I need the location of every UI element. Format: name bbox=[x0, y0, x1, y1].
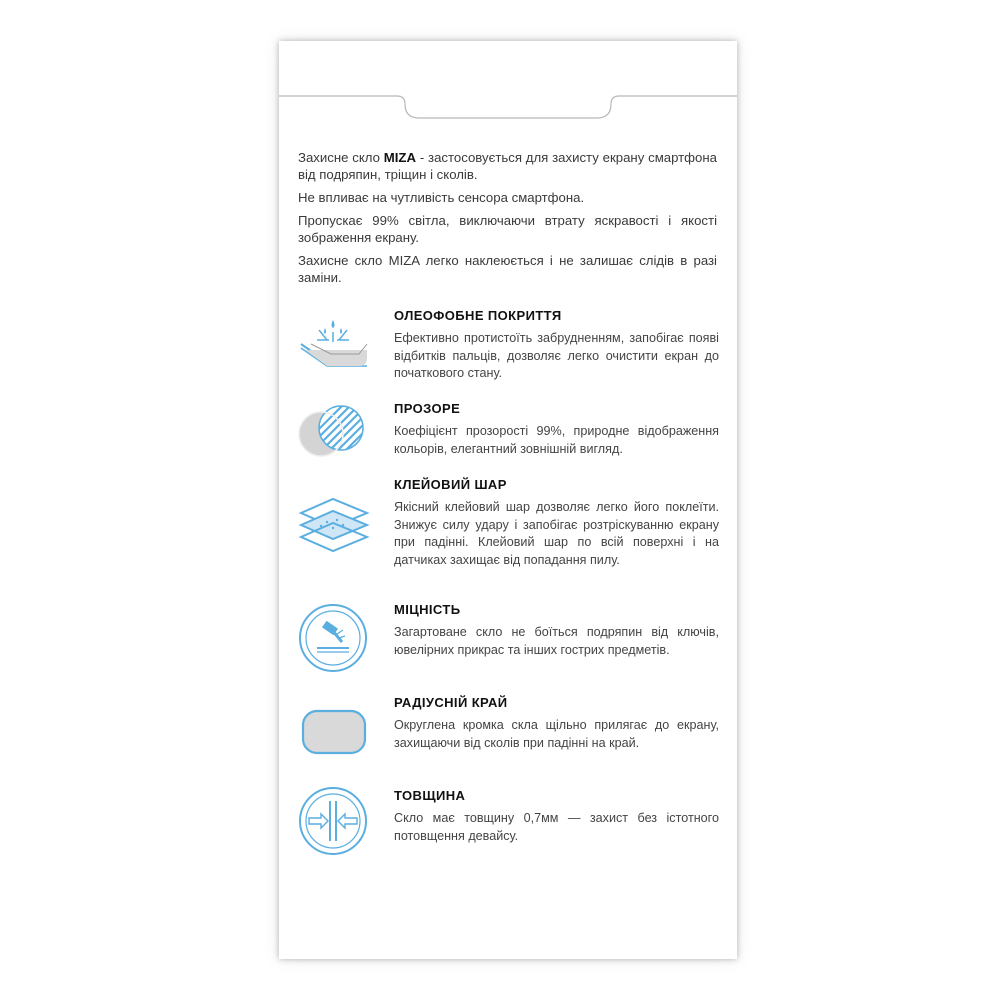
feature-description: Скло має товщину 0,7мм — захист без істотного потовщення девайсу. bbox=[394, 811, 719, 843]
feature-description: Коефіцієнт прозорості 99%, природне відображення кольорів, елегантний зовнішній вигляд. bbox=[394, 424, 719, 456]
rounded-edge-icon bbox=[297, 701, 371, 775]
oleophobic-coating-icon bbox=[297, 310, 371, 384]
brand-name: MIZA bbox=[383, 150, 417, 165]
feature-description: Загартоване скло не боїться подряпин від ключів, ювелірних прикрас та інших гострих предметів. bbox=[394, 625, 719, 657]
feature-description: Округлена кромка скла щільно прилягає до екрану, захищаючи від сколів при падінні на край. bbox=[394, 718, 719, 750]
intro-paragraph-2: Не впливає на чутливість сенсора смартфона. bbox=[298, 190, 585, 205]
screen-protector-card bbox=[279, 41, 737, 959]
phone-notch-outline bbox=[279, 41, 737, 131]
feature-description: Якісний клейовий шар дозволяє легко його поклеїти. Знижує силу удару і запобігає розтріскуванню екрану при падінні. Клейовий шар по всій поверхні і на датчиках захищає від попадання пилу. bbox=[394, 500, 719, 567]
intro-paragraph-1: Захисне скло MIZA - застосовується для захисту екрану смартфона від подряпин, тріщин і сколів. bbox=[298, 150, 717, 182]
transparency-icon bbox=[297, 401, 371, 475]
intro-paragraph-4: Захисне скло MIZA легко наклеюється і не залишає слідів в разі заміни. bbox=[298, 253, 717, 285]
feature-title: ТОВЩИНА bbox=[394, 788, 466, 803]
feature-title: МІЦНІСТЬ bbox=[394, 602, 461, 617]
strength-hammer-icon bbox=[297, 602, 371, 676]
feature-description: Ефективно протистоїть забрудненням, запобігає появі відбитків пальців, дозволяє легко очистити екран до початкового стану. bbox=[394, 331, 719, 381]
thickness-arrows-icon bbox=[297, 785, 371, 859]
intro-text bbox=[298, 149, 717, 292]
feature-title: РАДІУСНІЙ КРАЙ bbox=[394, 695, 508, 710]
feature-title: ПРОЗОРЕ bbox=[394, 401, 461, 416]
feature-title: КЛЕЙОВИЙ ШАР bbox=[394, 477, 507, 492]
intro-paragraph-3: Пропускає 99% світла, виключаючи втрату яскравості і якості зображення екрану. bbox=[298, 213, 717, 245]
feature-title: ОЛЕОФОБНЕ ПОКРИТТЯ bbox=[394, 308, 562, 323]
adhesive-layer-icon bbox=[297, 495, 371, 569]
